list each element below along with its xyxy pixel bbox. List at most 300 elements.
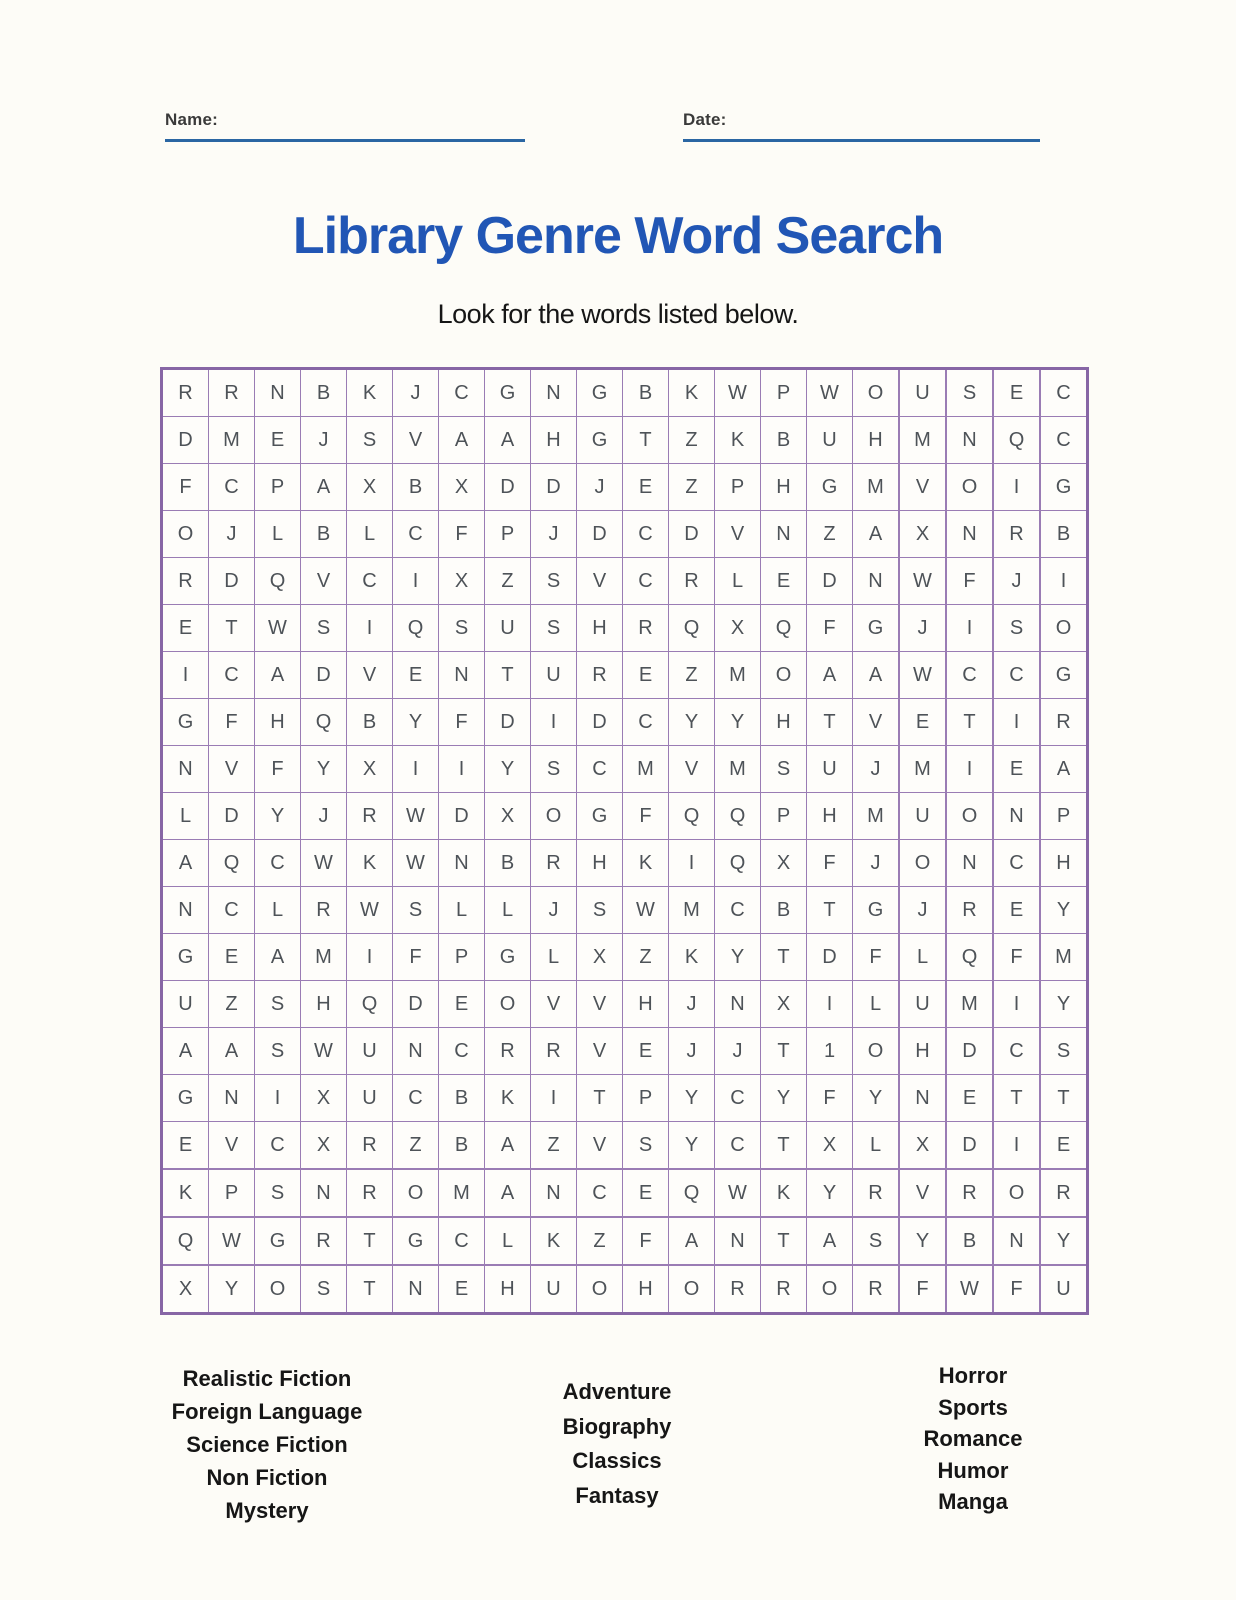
grid-cell: G	[853, 887, 900, 934]
grid-cell: R	[162, 558, 209, 605]
grid-cell: S	[301, 1265, 347, 1314]
grid-cell: U	[162, 981, 209, 1028]
grid-cell: H	[531, 417, 577, 464]
grid-cell: F	[807, 605, 853, 652]
grid-cell: M	[853, 793, 900, 840]
grid-cell: V	[899, 464, 946, 511]
grid-cell: I	[993, 1122, 1040, 1170]
grid-cell: P	[623, 1075, 669, 1122]
grid-cell: J	[531, 511, 577, 558]
grid-cell: N	[993, 793, 1040, 840]
grid-cell: N	[946, 511, 993, 558]
grid-cell: R	[623, 605, 669, 652]
grid-cell: F	[623, 793, 669, 840]
grid-cell: A	[485, 417, 531, 464]
grid-cell: I	[255, 1075, 301, 1122]
grid-cell: J	[993, 558, 1040, 605]
grid-cell: B	[485, 840, 531, 887]
grid-cell: R	[1040, 1169, 1088, 1217]
word-list-column-3	[823, 1360, 1123, 1518]
grid-cell: X	[439, 464, 485, 511]
grid-cell: W	[715, 1169, 761, 1217]
grid-cell: A	[255, 652, 301, 699]
grid-cell: H	[577, 605, 623, 652]
word-list-column-2	[467, 1375, 767, 1513]
grid-cell: Y	[1040, 887, 1088, 934]
grid-cell: L	[162, 793, 209, 840]
grid-cell: Y	[761, 1075, 807, 1122]
word-list-column-1	[117, 1362, 417, 1527]
grid-cell: G	[255, 1217, 301, 1265]
grid-cell: E	[899, 699, 946, 746]
grid-cell: Q	[993, 417, 1040, 464]
grid-cell: S	[853, 1217, 900, 1265]
grid-cell: S	[439, 605, 485, 652]
grid-cell: V	[577, 981, 623, 1028]
grid-cell: I	[439, 746, 485, 793]
grid-cell: V	[669, 746, 715, 793]
grid-cell: Z	[531, 1122, 577, 1170]
grid-cell: C	[1040, 417, 1088, 464]
grid-cell: Y	[209, 1265, 255, 1314]
grid-cell: Q	[669, 793, 715, 840]
grid-cell: O	[162, 511, 209, 558]
grid-cell: S	[393, 887, 439, 934]
grid-cell: C	[993, 840, 1040, 887]
grid-cell: C	[1040, 369, 1088, 417]
grid-cell: L	[899, 934, 946, 981]
grid-cell: B	[439, 1122, 485, 1170]
grid-cell: N	[439, 652, 485, 699]
grid-row	[162, 840, 1088, 887]
name-line	[165, 139, 525, 142]
grid-cell: X	[577, 934, 623, 981]
grid-cell: D	[807, 934, 853, 981]
grid-cell: M	[715, 746, 761, 793]
grid-cell: H	[761, 699, 807, 746]
grid-cell: E	[439, 1265, 485, 1314]
grid-cell: L	[485, 1217, 531, 1265]
grid-cell: C	[255, 1122, 301, 1170]
grid-cell: D	[669, 511, 715, 558]
grid-cell: U	[531, 652, 577, 699]
grid-cell: T	[209, 605, 255, 652]
grid-cell: N	[993, 1217, 1040, 1265]
grid-cell: E	[255, 417, 301, 464]
grid-cell: D	[485, 464, 531, 511]
grid-cell: P	[485, 511, 531, 558]
grid-cell: O	[255, 1265, 301, 1314]
grid-cell: V	[899, 1169, 946, 1217]
grid-cell: T	[761, 1028, 807, 1075]
grid-cell: D	[439, 793, 485, 840]
grid-cell: D	[485, 699, 531, 746]
grid-cell: X	[162, 1265, 209, 1314]
grid-cell: E	[993, 369, 1040, 417]
grid-cell: D	[577, 511, 623, 558]
grid-cell: Q	[393, 605, 439, 652]
grid-cell: W	[946, 1265, 993, 1314]
grid-cell: C	[715, 1122, 761, 1170]
word-list-item: Manga	[938, 1489, 1008, 1514]
grid-cell: V	[853, 699, 900, 746]
grid-cell: R	[669, 558, 715, 605]
grid-cell: P	[255, 464, 301, 511]
grid-cell: D	[162, 417, 209, 464]
grid-cell: R	[347, 793, 393, 840]
grid-cell: S	[577, 887, 623, 934]
grid-cell: X	[485, 793, 531, 840]
grid-cell: Z	[669, 652, 715, 699]
grid-cell: H	[1040, 840, 1088, 887]
grid-cell: I	[669, 840, 715, 887]
grid-cell: Y	[715, 934, 761, 981]
grid-cell: R	[347, 1169, 393, 1217]
grid-cell: M	[715, 652, 761, 699]
grid-cell: R	[531, 840, 577, 887]
grid-cell: L	[485, 887, 531, 934]
grid-cell: G	[1040, 652, 1088, 699]
grid-cell: M	[1040, 934, 1088, 981]
grid-cell: A	[439, 417, 485, 464]
grid-cell: A	[162, 1028, 209, 1075]
grid-cell: W	[899, 558, 946, 605]
grid-cell: Y	[853, 1075, 900, 1122]
grid-cell: T	[761, 1122, 807, 1170]
grid-cell: P	[761, 369, 807, 417]
grid-cell: T	[993, 1075, 1040, 1122]
grid-cell: J	[531, 887, 577, 934]
grid-cell: R	[946, 887, 993, 934]
grid-cell: Z	[669, 417, 715, 464]
grid-cell: Y	[715, 699, 761, 746]
grid-cell: K	[531, 1217, 577, 1265]
grid-cell: Q	[209, 840, 255, 887]
grid-cell: H	[577, 840, 623, 887]
grid-cell: W	[347, 887, 393, 934]
grid-cell: J	[669, 981, 715, 1028]
grid-cell: Z	[485, 558, 531, 605]
grid-cell: E	[946, 1075, 993, 1122]
grid-cell: M	[439, 1169, 485, 1217]
grid-cell: E	[162, 605, 209, 652]
grid-cell: X	[807, 1122, 853, 1170]
grid-cell: N	[899, 1075, 946, 1122]
grid-cell: K	[623, 840, 669, 887]
word-search-grid-wrapper	[160, 367, 1089, 1315]
grid-cell: Y	[669, 1075, 715, 1122]
grid-cell: T	[485, 652, 531, 699]
grid-cell: U	[807, 417, 853, 464]
grid-cell: J	[853, 840, 900, 887]
grid-cell: O	[853, 1028, 900, 1075]
grid-cell: G	[162, 934, 209, 981]
grid-cell: K	[715, 417, 761, 464]
grid-cell: G	[853, 605, 900, 652]
grid-cell: S	[255, 981, 301, 1028]
grid-cell: R	[531, 1028, 577, 1075]
grid-row	[162, 934, 1088, 981]
grid-cell: O	[577, 1265, 623, 1314]
grid-cell: A	[853, 652, 900, 699]
grid-cell: M	[853, 464, 900, 511]
grid-cell: A	[807, 1217, 853, 1265]
grid-cell: N	[393, 1265, 439, 1314]
grid-cell: E	[993, 746, 1040, 793]
word-list-item: Horror	[938, 1363, 1008, 1388]
grid-cell: N	[439, 840, 485, 887]
grid-cell: G	[162, 699, 209, 746]
grid-cell: L	[439, 887, 485, 934]
grid-cell: S	[347, 417, 393, 464]
grid-cell: A	[255, 934, 301, 981]
grid-cell: G	[577, 369, 623, 417]
grid-cell: I	[393, 746, 439, 793]
grid-cell: X	[347, 746, 393, 793]
grid-cell: 1	[807, 1028, 853, 1075]
word-list-item: Foreign Language	[171, 1399, 363, 1424]
grid-row	[162, 887, 1088, 934]
grid-cell: F	[807, 840, 853, 887]
grid-cell: C	[623, 699, 669, 746]
grid-cell: D	[531, 464, 577, 511]
grid-cell: C	[715, 887, 761, 934]
grid-cell: A	[209, 1028, 255, 1075]
grid-cell: K	[347, 840, 393, 887]
grid-cell: Q	[761, 605, 807, 652]
grid-cell: T	[623, 417, 669, 464]
grid-cell: I	[993, 699, 1040, 746]
grid-cell: W	[255, 605, 301, 652]
grid-cell: S	[531, 746, 577, 793]
grid-cell: Q	[162, 1217, 209, 1265]
grid-cell: O	[946, 464, 993, 511]
grid-cell: Y	[899, 1217, 946, 1265]
grid-cell: H	[899, 1028, 946, 1075]
grid-cell: F	[209, 699, 255, 746]
grid-cell: T	[761, 1217, 807, 1265]
grid-cell: I	[1040, 558, 1088, 605]
grid-cell: N	[209, 1075, 255, 1122]
grid-cell: B	[761, 887, 807, 934]
word-list-item: Science Fiction	[186, 1432, 348, 1457]
grid-cell: F	[993, 1265, 1040, 1314]
grid-cell: O	[761, 652, 807, 699]
grid-cell: D	[301, 652, 347, 699]
grid-cell: N	[393, 1028, 439, 1075]
grid-cell: R	[301, 1217, 347, 1265]
grid-cell: W	[393, 840, 439, 887]
grid-cell: C	[715, 1075, 761, 1122]
grid-cell: C	[209, 464, 255, 511]
grid-cell: Q	[669, 1169, 715, 1217]
grid-cell: B	[301, 369, 347, 417]
grid-cell: S	[946, 369, 993, 417]
grid-cell: I	[162, 652, 209, 699]
grid-cell: Y	[485, 746, 531, 793]
grid-cell: T	[347, 1265, 393, 1314]
grid-cell: S	[531, 558, 577, 605]
grid-cell: O	[993, 1169, 1040, 1217]
grid-cell: Y	[393, 699, 439, 746]
grid-cell: Z	[669, 464, 715, 511]
grid-cell: C	[347, 558, 393, 605]
grid-cell: D	[807, 558, 853, 605]
grid-cell: L	[531, 934, 577, 981]
grid-cell: I	[531, 699, 577, 746]
grid-cell: C	[623, 511, 669, 558]
grid-cell: F	[899, 1265, 946, 1314]
grid-cell: F	[946, 558, 993, 605]
grid-cell: C	[623, 558, 669, 605]
grid-cell: O	[531, 793, 577, 840]
word-list-item: Classics	[572, 1448, 662, 1473]
grid-cell: L	[255, 511, 301, 558]
grid-row	[162, 417, 1088, 464]
grid-cell: R	[853, 1265, 900, 1314]
grid-cell: O	[946, 793, 993, 840]
grid-cell: K	[485, 1075, 531, 1122]
grid-cell: H	[623, 1265, 669, 1314]
name-label: Name:	[165, 110, 218, 129]
grid-row	[162, 1217, 1088, 1265]
grid-cell: P	[761, 793, 807, 840]
grid-cell: Z	[623, 934, 669, 981]
grid-cell: J	[899, 605, 946, 652]
grid-cell: E	[623, 652, 669, 699]
grid-cell: C	[439, 1217, 485, 1265]
grid-cell: Y	[669, 699, 715, 746]
grid-cell: D	[946, 1122, 993, 1170]
grid-cell: C	[255, 840, 301, 887]
grid-cell: Y	[255, 793, 301, 840]
grid-cell: J	[853, 746, 900, 793]
grid-cell: K	[669, 369, 715, 417]
word-list-item: Non Fiction	[206, 1465, 328, 1490]
grid-cell: J	[577, 464, 623, 511]
grid-cell: A	[1040, 746, 1088, 793]
grid-cell: Y	[669, 1122, 715, 1170]
grid-cell: S	[993, 605, 1040, 652]
grid-cell: J	[669, 1028, 715, 1075]
grid-cell: A	[669, 1217, 715, 1265]
grid-cell: O	[1040, 605, 1088, 652]
grid-cell: Q	[946, 934, 993, 981]
grid-cell: S	[301, 605, 347, 652]
grid-cell: U	[1040, 1265, 1088, 1314]
grid-row	[162, 511, 1088, 558]
grid-cell: D	[393, 981, 439, 1028]
grid-cell: W	[301, 1028, 347, 1075]
grid-cell: H	[485, 1265, 531, 1314]
grid-cell: P	[1040, 793, 1088, 840]
grid-cell: M	[301, 934, 347, 981]
grid-cell: H	[301, 981, 347, 1028]
grid-row	[162, 605, 1088, 652]
grid-cell: C	[993, 652, 1040, 699]
grid-cell: V	[577, 558, 623, 605]
grid-cell: D	[946, 1028, 993, 1075]
grid-cell: B	[301, 511, 347, 558]
grid-cell: A	[485, 1169, 531, 1217]
grid-cell: E	[162, 1122, 209, 1170]
grid-cell: I	[347, 605, 393, 652]
grid-cell: S	[531, 605, 577, 652]
grid-cell: A	[807, 652, 853, 699]
grid-cell: B	[439, 1075, 485, 1122]
grid-row	[162, 1075, 1088, 1122]
grid-cell: V	[577, 1122, 623, 1170]
grid-cell: J	[393, 369, 439, 417]
grid-cell: G	[577, 417, 623, 464]
grid-cell: L	[715, 558, 761, 605]
date-label: Date:	[683, 110, 727, 129]
grid-cell: T	[807, 887, 853, 934]
date-line	[683, 139, 1040, 142]
grid-cell: W	[393, 793, 439, 840]
grid-cell: E	[623, 1169, 669, 1217]
grid-cell: S	[623, 1122, 669, 1170]
grid-cell: B	[347, 699, 393, 746]
grid-cell: Y	[1040, 981, 1088, 1028]
grid-cell: N	[853, 558, 900, 605]
grid-cell: W	[715, 369, 761, 417]
grid-cell: O	[485, 981, 531, 1028]
grid-cell: K	[761, 1169, 807, 1217]
grid-row	[162, 746, 1088, 793]
grid-cell: Z	[393, 1122, 439, 1170]
grid-cell: R	[209, 369, 255, 417]
grid-cell: U	[485, 605, 531, 652]
grid-cell: I	[531, 1075, 577, 1122]
grid-cell: N	[531, 1169, 577, 1217]
grid-cell: S	[761, 746, 807, 793]
grid-cell: R	[946, 1169, 993, 1217]
word-list-item: Adventure	[562, 1379, 672, 1404]
grid-cell: X	[761, 840, 807, 887]
grid-cell: I	[393, 558, 439, 605]
name-field	[165, 110, 525, 142]
grid-cell: G	[393, 1217, 439, 1265]
grid-cell: W	[209, 1217, 255, 1265]
word-list-item: Humor	[937, 1457, 1009, 1483]
grid-cell: E	[623, 464, 669, 511]
word-list-item: Fantasy	[575, 1482, 659, 1508]
grid-cell: N	[715, 981, 761, 1028]
grid-cell: E	[993, 887, 1040, 934]
grid-cell: X	[347, 464, 393, 511]
grid-cell: R	[485, 1028, 531, 1075]
grid-cell: M	[946, 981, 993, 1028]
grid-cell: R	[301, 887, 347, 934]
grid-cell: U	[807, 746, 853, 793]
grid-cell: Q	[715, 793, 761, 840]
grid-cell: R	[347, 1122, 393, 1170]
grid-cell: D	[577, 699, 623, 746]
grid-cell: C	[439, 1028, 485, 1075]
grid-cell: F	[162, 464, 209, 511]
grid-cell: L	[347, 511, 393, 558]
grid-cell: N	[162, 887, 209, 934]
grid-cell: R	[761, 1265, 807, 1314]
word-list-item: Biography	[562, 1413, 672, 1439]
grid-cell: H	[761, 464, 807, 511]
grid-cell: C	[946, 652, 993, 699]
grid-cell: W	[301, 840, 347, 887]
grid-cell: L	[853, 1122, 900, 1170]
grid-cell: X	[899, 1122, 946, 1170]
grid-cell: E	[209, 934, 255, 981]
